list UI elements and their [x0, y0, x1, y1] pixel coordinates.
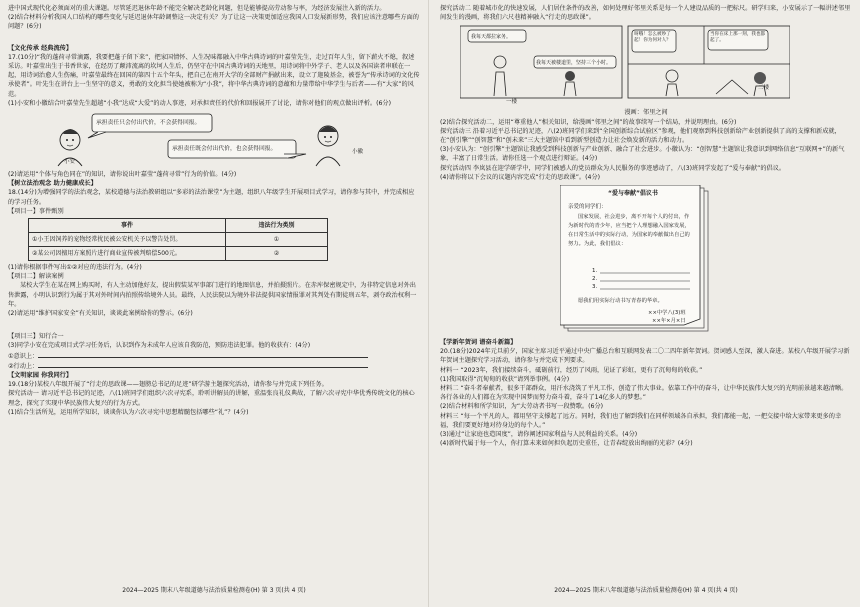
letter-greeting: 亲爱的同学们：: [568, 204, 607, 211]
question-19: 19.(18分)某校八年级开展了“行走的思政课——翅膀总书记的足迹”研学游主题探究活动，请你参与并完成下列任务。: [8, 381, 328, 389]
letter-signature: ××中学八(3)班: [648, 310, 686, 317]
table-row: [29, 247, 328, 261]
question-17-1: (1)小安和小徽结合叶嘉莹先生超越“小我”达成“大爱”的动人事迹，对承担责任的代价和回报展开了讨论，请你对他们的观点做出评析。(6分): [8, 99, 392, 107]
question-20-3: (3)通过“让家庭也造国度”，请你阐述国家利益与人民利益的关系。(4分): [440, 431, 638, 439]
comic-bubble-text: 我每天都拉家务。: [471, 34, 512, 41]
question-20-1: (1)我国取得“沉甸甸的收获”请列举事例。(4分): [440, 375, 570, 383]
page-3: [8, 4, 420, 604]
table-cell: ①小王因饲养的宠物经常扰民被公安机关予以警告处罚。: [29, 233, 226, 247]
explore-activity-2: 探究活动二 随着城市化的快速发展，人们居住条件的改善，如何处理好邻里关系是每一个人建设品质的一把标尺。研学归来，小安展示了一幅讲述邻里间发生的漫画，将我们六尺巷精神融入“行走的思政课”。: [440, 5, 851, 22]
answer-label: ②行动上：: [8, 362, 39, 370]
table-cell: ①: [226, 233, 328, 247]
comic-bubble-text: 呀哦！怎么被吵了起！你为何对人？: [634, 32, 671, 44]
bubble-a-text: 承担责任只会付出代价，不会获得回报。: [96, 120, 201, 127]
person-b-figure: [316, 126, 340, 166]
explore-activity-3: 探究活动三 沿着习近平总书记的足迹，八(2)班同学们来到“全国创新综合试验区”参观，他们观察到科技创新给产业创新提供了高的支撑和新成就，在“创引擎”“创智慧”和“创未来”三大主题馆中看到新型创造力让社会焕发新的活力和动力。: [440, 127, 841, 145]
answer-line-awareness[interactable]: [8, 351, 420, 361]
case-text: 某校大学生在某在网上购买时，有人主动加他好友，提出假装某军事部门进行的地图信息，并拍摄照片。在赤库保密规定中，为非特定信息对外出售泄露，小明认识到行为属于其对外时间内拍照传给境外人员。最终，人民法院以为境外非法提供国家情报罪对其判处有期徒刑五年，剥夺政治权利一年。: [8, 282, 417, 308]
explore-activity-1: 探究活动一 请习近平总书记的足迹，八(1)班同学们组织六次寻宪系，聆听讲解员的讲解，重温张良礼仪典故，了解六次寻宪中华优秀传统文化的核心理念，探究了实现中华民族伟大复兴的行为方式。: [8, 390, 415, 407]
answer-line-action[interactable]: [8, 361, 420, 371]
question-19-3: (3)小安认为：“创引擎”主题馆让我感受到科技创新与产业创新、融合了社会进步。小徽认为：“创智慧”主题馆让我意识到网络信息“互联网+”的新气象，丰富了日常生活。请你任选一个观点进行辩证。(4分): [440, 146, 845, 163]
figure-upstairs: [666, 70, 766, 96]
table-row: [29, 233, 328, 247]
question-17: 17.(10分)“我的蓬荷寻常滴露，我要把蓬子留下来”，把家国情怀、人生况味都融入中华古典诗词的叶嘉莹先生，走过百年人生，留下薪火不熄，叙述采访。叶嘉莹出生于书香世家，在经历了颠沛流离的坎坷人生后，仍坚守在中国古典诗词的天地里，用诗词将中外学子、老人以及各国读者串联在一起，用诗词治愈人生伤痛，叶嘉莹最终在回国的第四十五个年头，把自己在南开大学的全部财产捐献出来，设立了迦陵基金，被誉为“传承诗词的文化传承使者”。叶先生在讲台上一生坚守的意义，勇敢的文化担当使她被称为“小我”，将中华古典诗词的意蕴和力量带给中华学生与后者——有“大家”的风范。: [8, 53, 420, 98]
page-4: [440, 4, 852, 604]
table-header: 违法行为类别: [226, 219, 328, 233]
question-18-3: (3)同学小安在完成项目式学习任务后，认识到作为未成年人应该自我防范，预防违法犯罪。他的收获有：(4分): [8, 342, 311, 350]
explore-activity-4: 探究活动四 李岚县在迎学研学中，同学们被感人的党员群众为人民服务的事迹感动了，八(3)班同学发起了“爱与奉献”的倡议。: [440, 164, 786, 172]
letter-item: 2.: [592, 276, 598, 283]
intro-line: 进中国式现代化必须面对的重大课题。尽管延迟退休年龄不能完全解决老龄化问题，但是能够提高劳动参与率，为经济发展注入新的活力。: [8, 5, 386, 12]
proposal-letter: [440, 185, 852, 335]
page-footer: 2024—2025 期末八年级道德与法治质量检测卷(H) 第 4 页(共 4 页): [554, 587, 738, 594]
letter-closing: 愿我们用实际行动书写青春的华章。: [578, 298, 663, 305]
person-b-label: 小徽: [352, 149, 364, 156]
material-1: 材料一 “2023年，我们接续奋斗，砥砺前行，经历了风雨，见证了彩虹，更有了沉甸甸的收获。”: [440, 366, 703, 374]
bubble-b-text: 承担责任既会付出代价，也会获得回报。: [172, 146, 277, 153]
section-heading: 【文化传承 经典流传】: [8, 44, 73, 52]
question-20-2: (2)结合材料和所学知识，为“大劳动者书写一段赞歌。(6分): [440, 403, 604, 411]
question-19-1: (1)结合生活所见，运用所学知识，谈谈你认为六次寻宪中思想精髓包括哪些“礼”？(4分): [8, 408, 249, 416]
answer-label: ①意识上：: [8, 352, 39, 360]
person-a-label: 小安: [64, 159, 76, 166]
question-19-4: (4)请你将以下会议的议题内容完成“行走的思政课”。(4分): [440, 173, 601, 181]
letter-body: 国家发展，社会进步，离不开每个人的付出，作为新时代的青少年，应当把个人理想融入国家发展，在日常生活中的实际行动，为国家的奉献做出自己的努力。为此，我们倡议：: [568, 214, 690, 248]
question-18-1: (1)请你根据事件写出①②对应的违法行为。(4分): [8, 264, 142, 272]
project-2-title: 【项目二】解读案例: [8, 273, 64, 281]
material-2: 材料二 “奋斗者奉献者，很多干部群众，用汗水浇筑了平凡工作，创造了伟大事业。依靠工作中的奋斗，让中华民族伟大复兴的光明前景越来越清晰。各行各业的人们都在为实现中国梦而努力奋斗着，奋斗了14亿多人的梦想。”: [440, 385, 848, 402]
material-3: 材料三 “每一个平凡的人，都用坚守支撑起了远方。同时，我们也了解到我们在同样领域各自承担，我们都能一起，一把交接中给大家带来更多的幸福，我们要更好地对待身边的每个人。”: [440, 412, 842, 429]
project-3-title: 【项目三】知行合一: [8, 333, 64, 341]
comic-bubble-text: 我每天被楼道里，坚持三个小时。: [536, 60, 612, 67]
question-17-2: (2)请运用“个体与角色同在”的知识，请你说出叶嘉莹“蓬荷寻常”行为的价值。(4分): [8, 171, 237, 179]
letter-item: 3.: [592, 284, 598, 291]
section-heading: 【文明家园 你我同行】: [8, 372, 73, 380]
table-header-row: [29, 219, 328, 233]
question-18-2: (2)请运用“维护国家安全”有关知识，谈谈此案例给你的警示。(6分): [8, 310, 193, 318]
question-19-2: (2)结合探究活动二，运用“尊重他人”相关知识，给漫画“邻里之间”的故事续写一个结局，并说明理由。(6分): [440, 118, 737, 126]
comic-caption: 漫画：邻里之间: [624, 109, 668, 117]
question-16-2: (2)结合材料分析我国人口结构的哪些变化与延迟退休年龄调整这一决定有关？为了让这一决策更加适应我国人口发展新形势，我们应该注意哪些方面的问题？(6分): [8, 14, 419, 31]
answer-blank[interactable]: [38, 351, 368, 358]
letter-date: ××年×月×日: [652, 318, 686, 325]
discussion-illustration: [8, 110, 420, 168]
question-20-4: (4)新时代属于每一个人，你打算未来如何担负起历史重任，让青春绽放出绚丽的光彩？(4分): [440, 440, 693, 448]
table-cell: ②: [226, 247, 328, 261]
question-20: 20.(18分)2024年元旦前夕，国家主席习近平通过中央广播总台和互联网发表二〇二四年新年贺词。贺词感人至深，激人奋进。某校八年级开展学习新年贺词主题探究学习活动，请你参与并完成下列要求。: [440, 348, 850, 365]
comic-bubble-text: 当你在床上那一刻，我也都起了。: [710, 32, 766, 44]
comic-strip: [440, 24, 852, 106]
table-header: 事件: [29, 219, 226, 233]
table-cell: ②某公司因擅用方案照片进行商业宣传被判赔偿500元。: [29, 247, 226, 261]
event-table: [28, 218, 328, 261]
comic-tag: 二楼: [758, 85, 770, 92]
section-heading: 【学新年贺词 谱奋斗新篇】: [440, 339, 517, 347]
project-1-title: 【项目一】事件甄别: [8, 207, 64, 215]
page-fold: [428, 0, 429, 607]
comic-tag: 一楼: [506, 99, 518, 106]
question-18: 18.(14分)为增强同学的法治观念，某校道德与法治教研组以“多彩的法治课堂”为主题，组织八年级学生开展项目式学习，请你参与其中，并完成相应的学习任务。: [8, 189, 415, 206]
answer-blank[interactable]: [38, 361, 368, 368]
letter-item: 1.: [592, 268, 598, 275]
letter-title: “爱与奉献”倡议书: [608, 190, 658, 198]
section-heading: 【树立法治观念 助力健康成长】: [8, 180, 97, 188]
page-footer: 2024—2025 期末八年级道德与法治质量检测卷(H) 第 3 页(共 4 页): [122, 587, 306, 594]
